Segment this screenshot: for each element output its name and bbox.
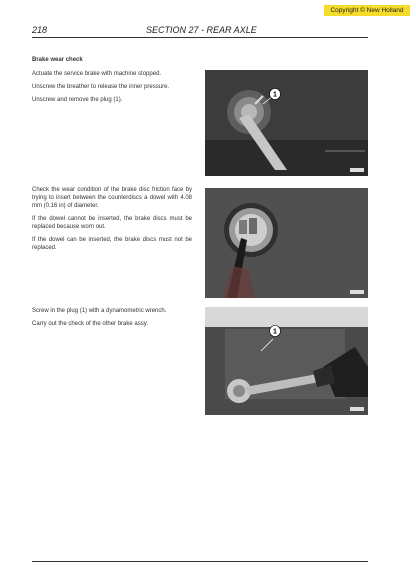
paragraph: Check the wear condition of the brake disc friction face by trying to insert between the counterdiscs a dowel with 4.08 mm (0.16 in) of diameter.	[32, 187, 192, 209]
paragraph: If the dowel can be inserted, the brake discs must not be replaced.	[32, 237, 192, 251]
text-block-screw-plug	[32, 307, 192, 333]
paragraph: If the dowel cannot be inserted, the brake discs must be replaced because worn out.	[32, 216, 192, 230]
callout-label: 1	[273, 91, 277, 99]
paragraph: Actuate the service brake with machine stopped.	[32, 71, 162, 77]
header-rule	[32, 37, 368, 38]
section-heading: Brake wear check	[32, 57, 83, 63]
paragraph: Carry out the check of the other brake assy.	[32, 321, 148, 327]
paragraph: Screw in the plug (1) with a dynamometric wrench.	[32, 308, 167, 314]
photo-dynamometric-wrench	[205, 307, 368, 415]
footer-rule	[32, 561, 368, 562]
copyright-banner: Copyright © New Holland	[324, 5, 410, 16]
page-number: 218	[32, 25, 48, 35]
photo-plug-removal	[205, 70, 368, 176]
callout-label: 1	[273, 328, 277, 336]
photo-plug-removal-illustration	[205, 70, 368, 176]
text-block-brake-wear	[32, 56, 192, 109]
photo-dowel-check	[205, 188, 368, 298]
photo-dynamometric-wrench-illustration	[205, 307, 368, 415]
paragraph: Unscrew and remove the plug (1).	[32, 97, 123, 103]
text-block-wear-condition	[32, 186, 192, 257]
paragraph: Unscrew the breather to release the inner pressure.	[32, 84, 170, 90]
photo-dowel-check-illustration	[205, 188, 368, 298]
section-title: SECTION 27 - REAR AXLE	[146, 25, 257, 35]
